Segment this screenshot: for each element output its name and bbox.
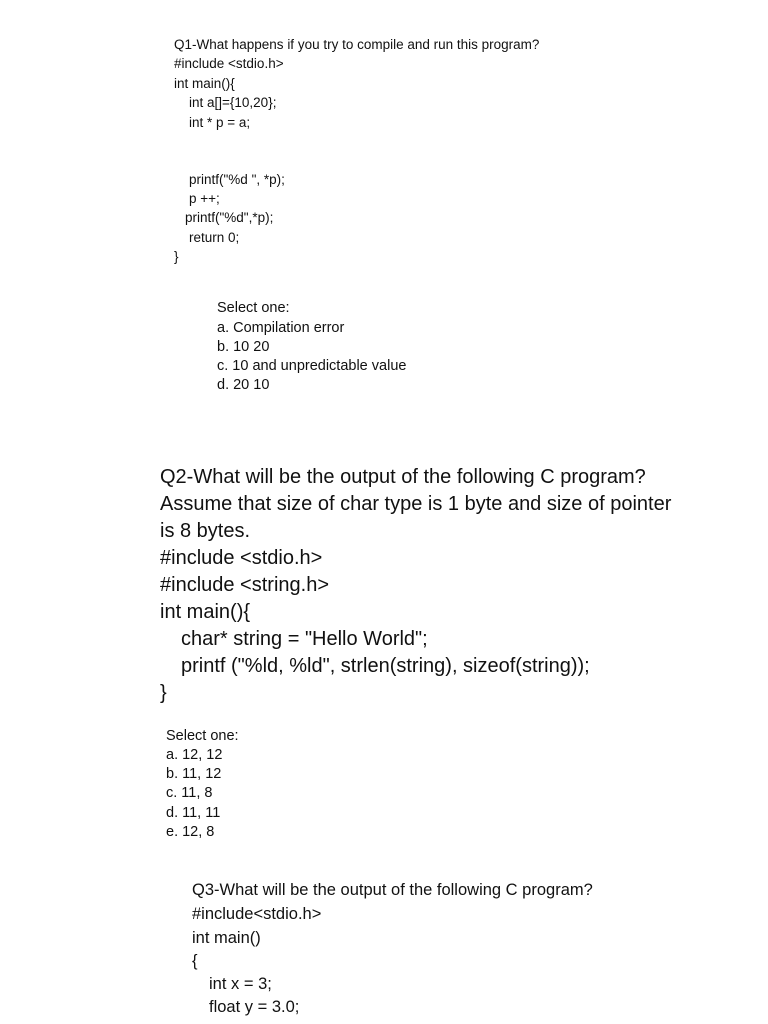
- q2-code-line: char* string = "Hello World";: [181, 628, 428, 650]
- q1-option-c[interactable]: c. 10 and unpredictable value: [217, 358, 407, 374]
- q2-question-line: Assume that size of char type is 1 byte and size of pointer: [160, 493, 672, 515]
- q1-code-line: int a[]={10,20};: [189, 95, 277, 110]
- q2-code-line: }: [160, 682, 167, 704]
- q1-code-line: p ++;: [189, 191, 220, 206]
- q3-code-line: int main(): [192, 929, 261, 947]
- q1-code-line: int main(){: [174, 76, 235, 91]
- q1-question: Q1-What happens if you try to compile and run this program?: [174, 37, 540, 52]
- q1-option-d[interactable]: d. 20 10: [217, 377, 270, 393]
- q3-code-line: float y = 3.0;: [209, 998, 300, 1016]
- q1-option-a[interactable]: a. Compilation error: [217, 320, 345, 336]
- q2-code-line: #include <string.h>: [160, 574, 330, 596]
- q2-question-line: Q2-What will be the output of the following C program?: [160, 466, 646, 488]
- q1-code-line: int * p = a;: [189, 115, 251, 130]
- q1-code-line: printf("%d ", *p);: [189, 172, 285, 187]
- q2-code-line: int main(){: [160, 601, 251, 623]
- q1-select-label: Select one:: [217, 300, 290, 316]
- q3-code-line: #include<stdio.h>: [192, 905, 322, 923]
- q2-option-d[interactable]: d. 11, 11: [166, 805, 221, 821]
- q2-option-a[interactable]: a. 12, 12: [166, 747, 223, 763]
- q2-option-e[interactable]: e. 12, 8: [166, 824, 215, 840]
- q2-question-line: is 8 bytes.: [160, 520, 251, 542]
- q3-question: Q3-What will be the output of the following C program?: [192, 881, 593, 899]
- q1-code-line: printf("%d",*p);: [185, 210, 274, 225]
- q2-option-c[interactable]: c. 11, 8: [166, 785, 213, 801]
- q1-option-b[interactable]: b. 10 20: [217, 339, 270, 355]
- q1-code-line: return 0;: [189, 230, 240, 245]
- q1-code-line: #include <stdio.h>: [174, 56, 284, 71]
- q3-code-line: int x = 3;: [209, 975, 272, 993]
- q2-code-line: #include <stdio.h>: [160, 547, 323, 569]
- q2-code-line: printf ("%ld, %ld", strlen(string), sizeof(string));: [181, 655, 590, 677]
- q2-select-label: Select one:: [166, 728, 239, 744]
- q3-code-line: {: [192, 952, 198, 970]
- q1-code-line: }: [174, 249, 179, 264]
- q2-option-b[interactable]: b. 11, 12: [166, 766, 222, 782]
